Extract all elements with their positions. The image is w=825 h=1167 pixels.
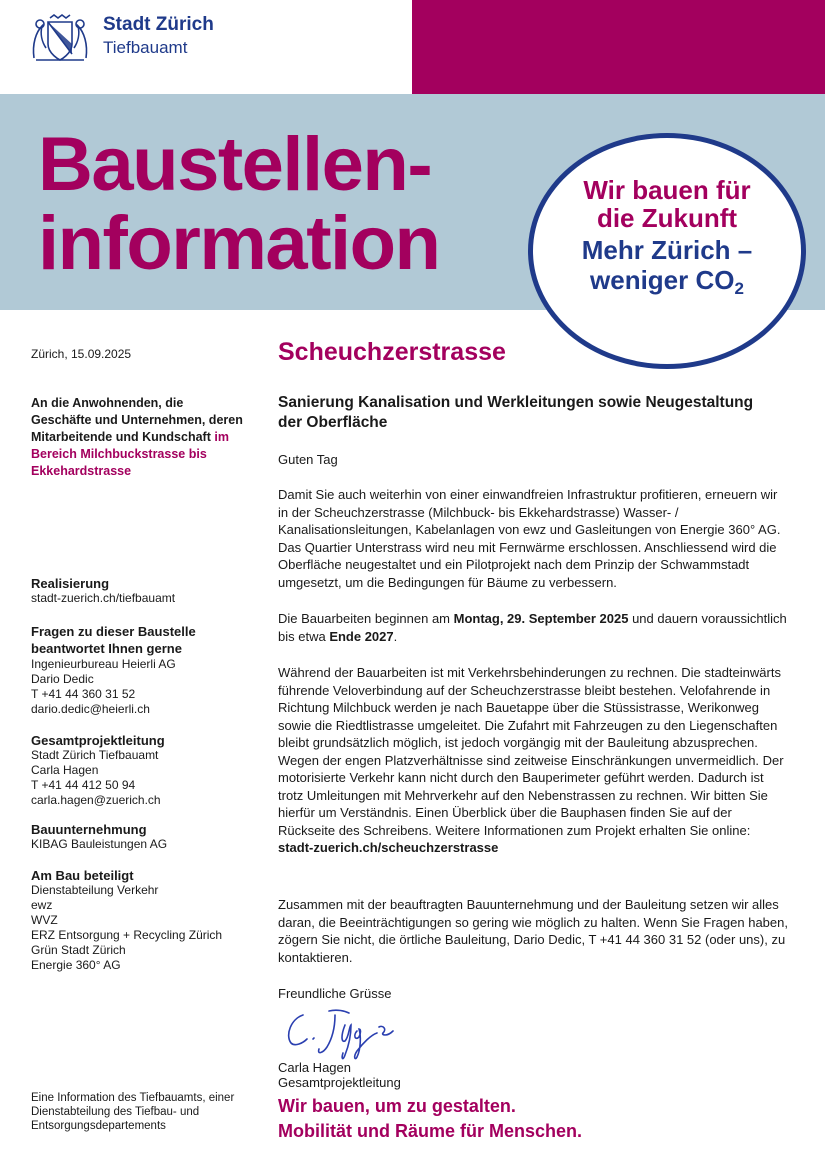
p3-text: Während der Bauarbeiten ist mit Verkehrsbehinderungen zu rechnen. Die stadteinwärts führende Veloverbindung auf der Scheuchzerstrasse bleibt bestehen. Velofahrende in Richtung Milchbuck werden je nach Bauetappe über die Stüssistrasse, Werikonweg sowie die Riedtlistrasse umgeleitet. Die Zufahrt mit Fahrzeugen zu den Liegenschaften bleibt grundsätzlich möglich, ist jedoch vorgängig mit der Bauleitung abzusprechen. Wegen der engen Platzverhältnisse sind zeitweise Einschränkungen unvermeidlich. Der motorisierte Verkehr kann nicht durch den Bauperimeter geführt werden. Dadurch ist trotz Umleitungen mit Mehrverkehr auf den Nebenstrassen zu rechnen. Wir bitten Sie hierfür um Verständnis. Einen Überblick über die Bauphasen finden Sie auf der Rückseite des Schreibens. Weitere Informationen zum Projekt erhalten Sie online:	[278, 665, 784, 838]
recipients-text: An die Anwohnenden, die Geschäfte und Unternehmen, deren Mitarbeitende und Kundschaft	[31, 396, 243, 444]
fragen-email[interactable]: dario.dedic@heierli.ch	[31, 702, 150, 716]
realisierung-section	[31, 576, 251, 606]
p2-text-c: .	[393, 628, 398, 644]
hero-title-line1: Baustellen-	[38, 122, 432, 207]
p2-start-date: Montag, 29. September 2025	[453, 611, 629, 626]
badge-line1: Wir bauen für	[583, 175, 751, 205]
logo-dept-name: Tiefbauamt	[103, 38, 188, 57]
beteiligt-item: Dienstabteilung Verkehr	[31, 883, 159, 897]
badge-co2-subscript: 2	[734, 279, 744, 298]
badge-line3: Mehr Zürich –	[581, 235, 753, 265]
paragraph-3	[278, 664, 790, 857]
paragraph-2	[278, 610, 790, 645]
bauunternehmung-section	[31, 822, 251, 852]
city-crest-logo	[30, 14, 90, 64]
project-link[interactable]: stadt-zuerich.ch/scheuchzerstrasse	[278, 840, 499, 855]
gesamtprojektleitung-heading: Gesamtprojektleitung	[31, 733, 165, 748]
gesamtprojektleitung-name: Carla Hagen	[31, 763, 99, 777]
fragen-section	[31, 623, 251, 717]
footer-info: Eine Information des Tiefbauamts, einer Dienstabteilung des Tiefbau- und Entsorgungsdepartements	[31, 1092, 235, 1132]
beteiligt-section	[31, 868, 251, 973]
p2-text-b: und dauern voraussichtlich bis etwa	[278, 611, 787, 644]
fragen-phone[interactable]: T +41 44 360 31 52	[31, 687, 136, 701]
fragen-heading: Fragen zu dieser Baustelle beantwortet Ihnen gerne	[31, 624, 196, 656]
beteiligt-item: ewz	[31, 898, 53, 912]
p2-end-date: Ende 2027	[329, 628, 394, 644]
gesamtprojektleitung-org: Stadt Zürich Tiefbauamt	[31, 748, 159, 762]
beteiligt-item: ERZ Entsorgung + Recycling Zürich	[31, 928, 223, 942]
bauunternehmung-heading: Bauunternehmung	[31, 822, 147, 837]
badge-line4-text: weniger CO	[590, 265, 735, 295]
badge-line4	[528, 266, 806, 298]
top-color-band	[412, 0, 825, 94]
slogan-line1: Wir bauen, um zu gestalten.	[278, 1096, 516, 1116]
paragraph-1: Damit Sie auch weiterhin von einer einwandfreien Infrastruktur profitieren, erneuern wir in der Scheuchzerstrasse (Milchbuck- bis Ekkehardstrasse) Wasser- / Kanalisationsleitungen, Kabelanlagen von ewz und Gasleitungen von Energie 360° AG. Das Quartier Unterstrass wird neu mit Fernwärme erschlossen. Anschliessend wird die Oberfläche neugestaltet und ein Pilotprojekt nach dem Prinzip der Schwammstadt umgesetzt, um die Bedingungen für Bäume zu verbessern.	[278, 487, 781, 590]
fragen-name: Dario Dedic	[31, 672, 94, 686]
letter-greeting: Guten Tag	[278, 452, 338, 467]
realisierung-heading: Realisierung	[31, 576, 110, 591]
letter-date: Zürich, 15.09.2025	[31, 347, 132, 361]
beteiligt-item: Grün Stadt Zürich	[31, 943, 126, 957]
bauunternehmung-name: KIBAG Bauleistungen AG	[31, 837, 168, 851]
recipients-block	[31, 395, 246, 480]
letter-subtitle: Sanierung Kanalisation und Werkleitungen sowie Neugestaltung der Oberfläche	[278, 394, 754, 431]
p2-text-a: Die Bauarbeiten beginnen am	[278, 611, 454, 626]
gesamtprojektleitung-email[interactable]: carla.hagen@zuerich.ch	[31, 793, 161, 807]
gesamtprojektleitung-phone[interactable]: T +41 44 412 50 94	[31, 778, 136, 792]
realisierung-url[interactable]: stadt-zuerich.ch/tiefbauamt	[31, 591, 176, 605]
paragraph-4: Zusammen mit der beauftragten Bauunternehmung und der Bauleitung setzen wir alles daran, die Beeinträchtigungen so gering wie möglich zu halten. Wenn Sie Fragen haben, zögern Sie nicht, die örtliche Bauleitung, Dario Dedic, T +41 44 360 31 52 (oder uns), zu kontaktieren.	[278, 897, 788, 965]
beteiligt-item: WVZ	[31, 913, 58, 927]
handwritten-signature	[283, 1005, 413, 1063]
fragen-company: Ingenieurbureau Heierli AG	[31, 657, 176, 671]
beteiligt-item: Energie 360° AG	[31, 958, 121, 972]
gesamtprojektleitung-section	[31, 733, 251, 808]
badge-line2: die Zukunft	[596, 203, 738, 233]
signer-role: Gesamtprojektleitung	[278, 1075, 401, 1090]
recipients-area: im Bereich Milchbuckstrasse bis Ekkehardstrasse	[31, 430, 229, 478]
letter-title: Scheuchzerstrasse	[278, 338, 506, 366]
signer-name: Carla Hagen	[278, 1060, 351, 1075]
logo-org-name: Stadt Zürich	[103, 14, 214, 35]
letter-closing: Freundliche Grüsse	[278, 986, 392, 1001]
slogan-line2: Mobilität und Räume für Menschen.	[278, 1121, 583, 1141]
beteiligt-heading: Am Bau beteiligt	[31, 868, 134, 883]
hero-title-line2: information	[38, 201, 440, 286]
